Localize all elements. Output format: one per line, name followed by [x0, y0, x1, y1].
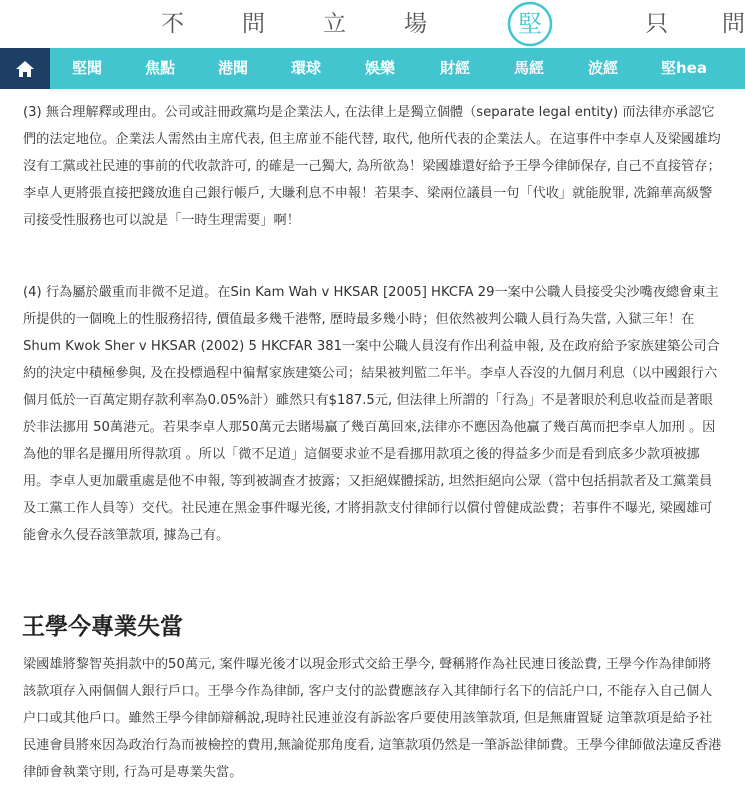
nav-item-football[interactable]: 波經	[588, 59, 619, 77]
slogan-char: 問	[722, 11, 745, 37]
home-icon	[15, 60, 35, 78]
logo-text: 堅	[518, 10, 542, 38]
nav-home-button[interactable]	[0, 48, 50, 89]
slogan-char: 場	[404, 11, 427, 37]
nav-item-hea[interactable]: 堅hea	[661, 59, 707, 77]
nav-item-news[interactable]: 堅聞	[72, 59, 103, 77]
main-nav	[0, 48, 745, 89]
nav-item-racing[interactable]: 馬經	[514, 59, 545, 77]
slogan-char: 只	[645, 11, 668, 37]
nav-item-focus[interactable]: 焦點	[145, 59, 176, 77]
nav-item-world[interactable]: 環球	[291, 59, 322, 77]
site-banner	[0, 0, 745, 48]
site-logo[interactable]	[507, 1, 553, 47]
article-paragraph-4: (4) 行為屬於嚴重而非微不足道。在Sin Kam Wah v HKSAR [2005] HKCFA 29一案中公職人員接受尖沙嘴夜總會東主所提供的一個晚上的性服務招待, 價值最多幾千港幣, 歷時最多幾小時；但依然被判公職人員行為失當, 入獄三年！在Shum Kwok Sher v HKSAR (2002) 5 HKCFAR 381一案中公職人員沒有作出利益申報, 及在政府給予家族建築公司合約的決定中積極參與, 及在投標過程中徧幫家族建築公司；結果被判監二年半。李卓人吞沒的九個月利息（以中國銀行六個月低於一百萬定期存款利率為0.05%計）雖然只有$187.5元, 但法律上所謂的「行為」不是著眼於利息收益而是著眼於非法挪用 50萬港元。若果李卓人那50萬元去賭場贏了幾百萬回來,法律亦不應因為他贏了幾百萬而把李卓人加刑 。因為他的罪名是攞用所得款項 。所以「微不足道」這個要求並不是看挪用款項之後的得益多少而是看到底多少款項被挪用。李卓人更加嚴重處是他不申報, 等到被調查才披露；又拒絕媒體採訪, 坦然拒絕向公眾（當中包括捐款者及工黨業員及工黨工作人員等）交代。社民連在黑金事件曝光後, 才將捐款支付律師行以償付曾健成訟費；若事件不曝光, 梁國雄可能會永久侵吞該筆款項, 據為己有。	[23, 285, 720, 543]
slogan-char: 問	[242, 11, 265, 37]
nav-item-local[interactable]: 港聞	[218, 59, 249, 77]
slogan-char: 不	[161, 11, 184, 37]
section-heading: 王學今專業失當	[22, 614, 183, 640]
slogan-char: 立	[323, 11, 346, 37]
article-paragraph-5: 梁國雄將黎智英捐款中的50萬元, 案件曝光後才以現金形式交給王學今, 聲稱將作為社民連日後訟費, 王學今作為律師將該款項存入兩個個人銀行戶口。王學今作為律師, 客户支付的訟費應該存入其律師行名下的信託户口, 不能存入自己個人户口或其他戶口。雖然王學今律師辯稱說,現時社民連並沒有訴訟客戶要使用該筆款項, 但是無庸置疑 這筆款項是給予社民連會員將來因為政治行為而被檢控的費用,無論從那角度看, 這筆款項仍然是一筆訴訟律師費。王學今律師做法違反香港律師會執業守則, 行為可是專業失當。	[23, 657, 722, 780]
nav-item-finance[interactable]: 財經	[440, 59, 471, 77]
nav-item-entertainment[interactable]: 娛樂	[365, 59, 396, 77]
article-paragraph-3: (3) 無合理解釋或理由。公司或註冊政黨均是企業法人, 在法律上是獨立個體（separate legal entity) 而法律亦承認它們的法定地位。企業法人需然由主席代表, 但主席並不能代替, 取代, 他所代表的企業法人。在這事件中李卓人及梁國雄均沒有工黨或社民連的事前的代收款許可, 的確是一己獨大, 為所欲為！梁國雄還好給予王學今律師保存, 自己不直接管存；李卓人更將張直接把錢放進自己銀行帳戶, 大賺利息不申報！若果李、梁兩位議員一句「代收」就能脫罪, 冼錦華高級警司接受性服務也可以說是「一時生理需要」啊！	[23, 105, 721, 228]
